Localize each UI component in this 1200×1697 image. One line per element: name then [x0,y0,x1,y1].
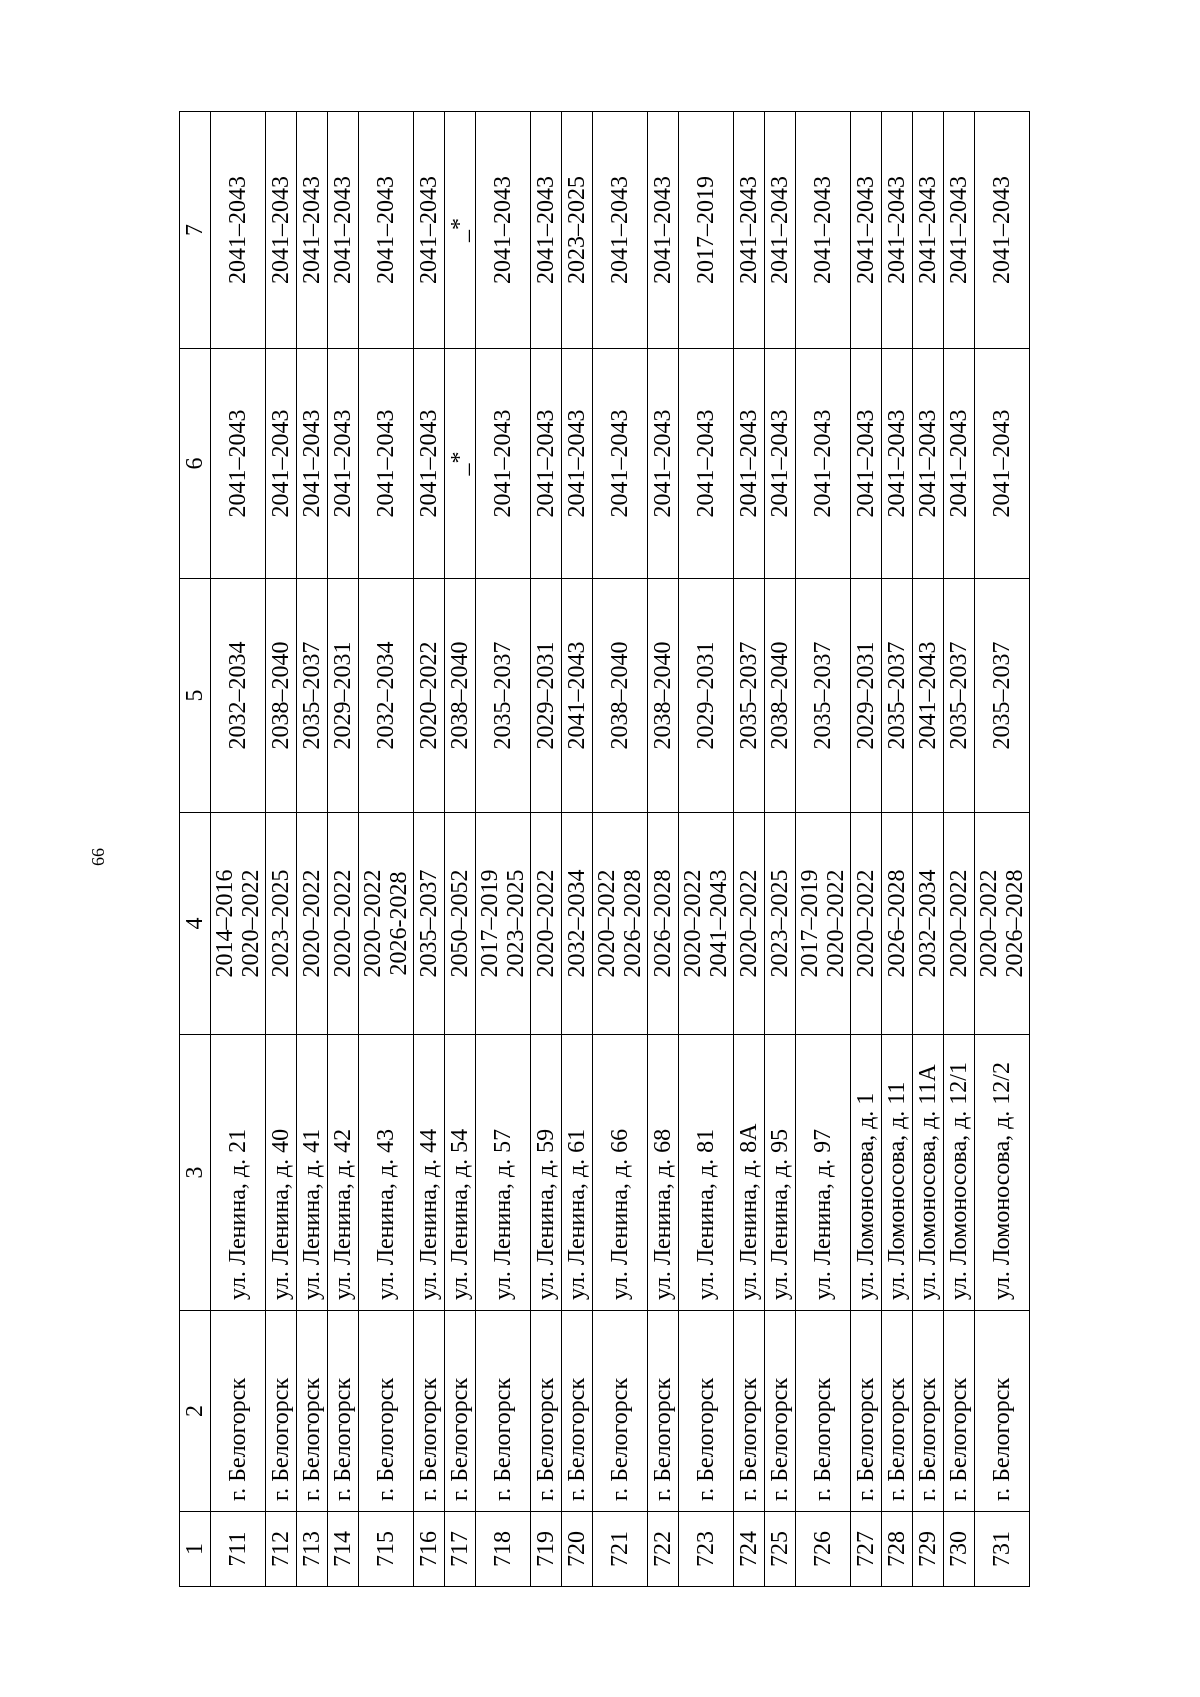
period-col4-cell [359,813,414,1035]
table-row [328,112,359,1587]
address-cell: ул. Ломоносова, д. 1 [851,1035,882,1311]
register-table [179,111,1030,1587]
period-col5-cell: 2038–2040 [266,579,297,813]
period-col6-cell: 2041–2043 [796,349,851,579]
period-value: 2020–2022 [330,869,356,978]
period-col4-cell [445,813,476,1035]
address-cell: ул. Ленина, д. 41 [297,1035,328,1311]
city-cell: г. Белогорск [531,1311,562,1512]
period-value: 2026–2028 [620,869,646,978]
row-number-cell: 726 [796,1512,851,1587]
period-col6-cell: 2041–2043 [679,349,734,579]
table-row [531,112,562,1587]
row-number-cell: 721 [593,1512,648,1587]
period-col6-cell: 2041–2043 [851,349,882,579]
period-value: 2020–2022 [238,869,264,978]
period-col5-cell: 2020–2022 [414,579,445,813]
address-cell: ул. Ленина, д. 61 [562,1035,593,1311]
period-col6-cell: 2041–2043 [297,349,328,579]
period-col5-cell: 2038–2040 [593,579,648,813]
period-value: 2032–2034 [564,869,590,978]
period-col5-cell: 2029–2031 [851,579,882,813]
row-number-cell: 725 [765,1512,796,1587]
period-col7-cell: 2017–2019 [679,112,734,349]
period-col4-cell [913,813,944,1035]
address-cell: ул. Ленина, д. 59 [531,1035,562,1311]
table-row [734,112,765,1587]
address-cell: ул. Ленина, д. 81 [679,1035,734,1311]
table-row [648,112,679,1587]
city-cell: г. Белогорск [476,1311,531,1512]
city-cell: г. Белогорск [734,1311,765,1512]
table-row [297,112,328,1587]
period-col7-cell: 2041–2043 [593,112,648,349]
city-cell: г. Белогорск [359,1311,414,1512]
row-number-cell: 728 [882,1512,913,1587]
period-col4-cell [328,813,359,1035]
period-col5-cell: 2035–2037 [975,579,1030,813]
period-col6-cell: 2041–2043 [266,349,297,579]
period-col6-cell: 2041–2043 [734,349,765,579]
period-value: 2050–2052 [447,869,473,978]
period-col5-cell: 2035–2037 [944,579,975,813]
period-col4-cell [297,813,328,1035]
period-value: 2017–2019 [797,869,823,978]
table-body [180,112,1030,1587]
period-col7-cell: 2041–2043 [851,112,882,349]
period-col6-cell: 2041–2043 [476,349,531,579]
row-number-cell: 713 [297,1512,328,1587]
table-container [179,112,1137,1587]
period-value: 2023–2025 [503,869,529,978]
period-value: 2020–2022 [594,869,620,978]
table-row [882,112,913,1587]
period-col4-cell [211,813,266,1035]
period-col7-cell: 2041–2043 [882,112,913,349]
city-cell: г. Белогорск [211,1311,266,1512]
row-number-cell: 731 [975,1512,1030,1587]
period-col6-cell: _* [445,349,476,579]
row-number-cell: 720 [562,1512,593,1587]
period-col7-cell: 2041–2043 [297,112,328,349]
city-cell: г. Белогорск [414,1311,445,1512]
period-value: 2020–2022 [533,869,559,978]
period-col4-cell [648,813,679,1035]
period-col7-cell: 2041–2043 [476,112,531,349]
period-col5-cell: 2035–2037 [796,579,851,813]
city-cell: г. Белогорск [593,1311,648,1512]
period-col4-cell [531,813,562,1035]
row-number-cell: 717 [445,1512,476,1587]
row-number-cell: 729 [913,1512,944,1587]
address-cell: ул. Ленина, д. 44 [414,1035,445,1311]
period-value: 2026-2028 [386,871,412,976]
city-cell: г. Белогорск [851,1311,882,1512]
period-value: 2032–2034 [915,869,941,978]
header-cell: 3 [180,1035,211,1311]
period-col4-cell [975,813,1030,1035]
period-value: 2026–2028 [650,869,676,978]
city-cell: г. Белогорск [562,1311,593,1512]
period-col4-cell [944,813,975,1035]
period-value: 2017–2019 [477,869,503,978]
header-cell: 2 [180,1311,211,1512]
table-row [211,112,266,1587]
period-value: 2026–2028 [884,869,910,978]
city-cell: г. Белогорск [975,1311,1030,1512]
period-value: 2020–2022 [976,869,1002,978]
period-col7-cell: 2041–2043 [328,112,359,349]
table-row [975,112,1030,1587]
city-cell: г. Белогорск [913,1311,944,1512]
row-number-cell: 711 [211,1512,266,1587]
period-col4-cell [765,813,796,1035]
period-col4-cell [414,813,445,1035]
header-cell: 5 [180,579,211,813]
address-cell: ул. Ленина, д. 66 [593,1035,648,1311]
period-value: 2026–2028 [1002,869,1028,978]
address-cell: ул. Ленина, д. 42 [328,1035,359,1311]
table-row [944,112,975,1587]
period-col4-cell [593,813,648,1035]
period-col4-cell [476,813,531,1035]
address-cell: ул. Ленина, д. 95 [765,1035,796,1311]
period-value: 2020–2022 [360,869,386,978]
table-row [765,112,796,1587]
period-col5-cell: 2038–2040 [445,579,476,813]
period-col7-cell: 2041–2043 [765,112,796,349]
city-cell: г. Белогорск [297,1311,328,1512]
row-number-cell: 724 [734,1512,765,1587]
row-number-cell: 718 [476,1512,531,1587]
period-col7-cell: 2041–2043 [913,112,944,349]
period-col5-cell: 2035–2037 [734,579,765,813]
city-cell: г. Белогорск [328,1311,359,1512]
header-cell: 7 [180,112,211,349]
address-cell: ул. Ленина, д. 68 [648,1035,679,1311]
period-value: 2020–2022 [736,869,762,978]
period-value: 2020–2022 [299,869,325,978]
address-cell: ул. Ломоносова, д. 11 [882,1035,913,1311]
row-number-cell: 719 [531,1512,562,1587]
row-number-cell: 716 [414,1512,445,1587]
table-row [562,112,593,1587]
period-col4-cell [562,813,593,1035]
period-col5-cell: 2038–2040 [648,579,679,813]
period-col5-cell: 2035–2037 [882,579,913,813]
table-row [476,112,531,1587]
period-col6-cell: 2041–2043 [648,349,679,579]
period-value: 2041–2043 [706,869,732,978]
period-col4-cell [734,813,765,1035]
period-col6-cell: 2041–2043 [211,349,266,579]
period-col4-cell [882,813,913,1035]
table-header-row [180,112,211,1587]
rotated-table [179,112,1137,1587]
address-cell: ул. Ленина, д. 97 [796,1035,851,1311]
table-row [913,112,944,1587]
period-col6-cell: 2041–2043 [975,349,1030,579]
period-col5-cell: 2041–2043 [562,579,593,813]
period-col6-cell: 2041–2043 [882,349,913,579]
period-value: 2020–2022 [823,869,849,978]
period-value: 2023–2025 [767,869,793,978]
period-col5-cell: 2029–2031 [531,579,562,813]
period-col7-cell: 2041–2043 [975,112,1030,349]
table-row [679,112,734,1587]
row-number-cell: 730 [944,1512,975,1587]
header-cell: 1 [180,1512,211,1587]
period-col6-cell: 2041–2043 [328,349,359,579]
period-col6-cell: 2041–2043 [414,349,445,579]
header-cell: 4 [180,813,211,1035]
period-col7-cell: 2041–2043 [734,112,765,349]
address-cell: ул. Ломоносова, д. 12/1 [944,1035,975,1311]
city-cell: г. Белогорск [944,1311,975,1512]
period-col4-cell [679,813,734,1035]
period-col5-cell: 2029–2031 [328,579,359,813]
period-col6-cell: 2041–2043 [765,349,796,579]
address-cell: ул. Ленина, д. 8А [734,1035,765,1311]
period-value: 2035–2037 [416,869,442,978]
address-cell: ул. Ломоносова, д. 12/2 [975,1035,1030,1311]
row-number-cell: 723 [679,1512,734,1587]
period-col6-cell: 2041–2043 [913,349,944,579]
period-value: 2020–2022 [853,869,879,978]
city-cell: г. Белогорск [796,1311,851,1512]
address-cell: ул. Ломоносова, д. 11А [913,1035,944,1311]
period-col6-cell: 2041–2043 [531,349,562,579]
period-col5-cell: 2041–2043 [913,579,944,813]
city-cell: г. Белогорск [266,1311,297,1512]
period-col6-cell: 2041–2043 [562,349,593,579]
period-col5-cell: 2035–2037 [476,579,531,813]
period-col6-cell: 2041–2043 [593,349,648,579]
header-cell: 6 [180,349,211,579]
period-col7-cell: _* [445,112,476,349]
address-cell: ул. Ленина, д. 54 [445,1035,476,1311]
period-col5-cell: 2035–2037 [297,579,328,813]
period-col7-cell: 2041–2043 [414,112,445,349]
row-number-cell: 712 [266,1512,297,1587]
period-value: 2020–2022 [680,869,706,978]
row-number-cell: 715 [359,1512,414,1587]
row-number-cell: 722 [648,1512,679,1587]
period-col4-cell [851,813,882,1035]
period-col5-cell: 2032–2034 [359,579,414,813]
table-row [445,112,476,1587]
table-row [414,112,445,1587]
address-cell: ул. Ленина, д. 43 [359,1035,414,1311]
table-row [266,112,297,1587]
city-cell: г. Белогорск [648,1311,679,1512]
table-row [851,112,882,1587]
period-col4-cell [796,813,851,1035]
table-row [593,112,648,1587]
period-value: 2020–2022 [946,869,972,978]
city-cell: г. Белогорск [445,1311,476,1512]
period-col7-cell: 2041–2043 [531,112,562,349]
table-row [796,112,851,1587]
period-col5-cell: 2029–2031 [679,579,734,813]
period-col7-cell: 2041–2043 [211,112,266,349]
period-col6-cell: 2041–2043 [359,349,414,579]
period-col7-cell: 2023–2025 [562,112,593,349]
period-col7-cell: 2041–2043 [359,112,414,349]
period-col4-cell [266,813,297,1035]
period-col7-cell: 2041–2043 [796,112,851,349]
city-cell: г. Белогорск [765,1311,796,1512]
address-cell: ул. Ленина, д. 21 [211,1035,266,1311]
period-col5-cell: 2032–2034 [211,579,266,813]
period-col7-cell: 2041–2043 [648,112,679,349]
row-number-cell: 727 [851,1512,882,1587]
period-value: 2023–2025 [268,869,294,978]
period-col7-cell: 2041–2043 [944,112,975,349]
period-value: 2014–2016 [212,869,238,978]
table-row [359,112,414,1587]
page-number: 66 [88,848,108,866]
address-cell: ул. Ленина, д. 40 [266,1035,297,1311]
period-col7-cell: 2041–2043 [266,112,297,349]
period-col6-cell: 2041–2043 [944,349,975,579]
period-col5-cell: 2038–2040 [765,579,796,813]
row-number-cell: 714 [328,1512,359,1587]
city-cell: г. Белогорск [882,1311,913,1512]
city-cell: г. Белогорск [679,1311,734,1512]
address-cell: ул. Ленина, д. 57 [476,1035,531,1311]
